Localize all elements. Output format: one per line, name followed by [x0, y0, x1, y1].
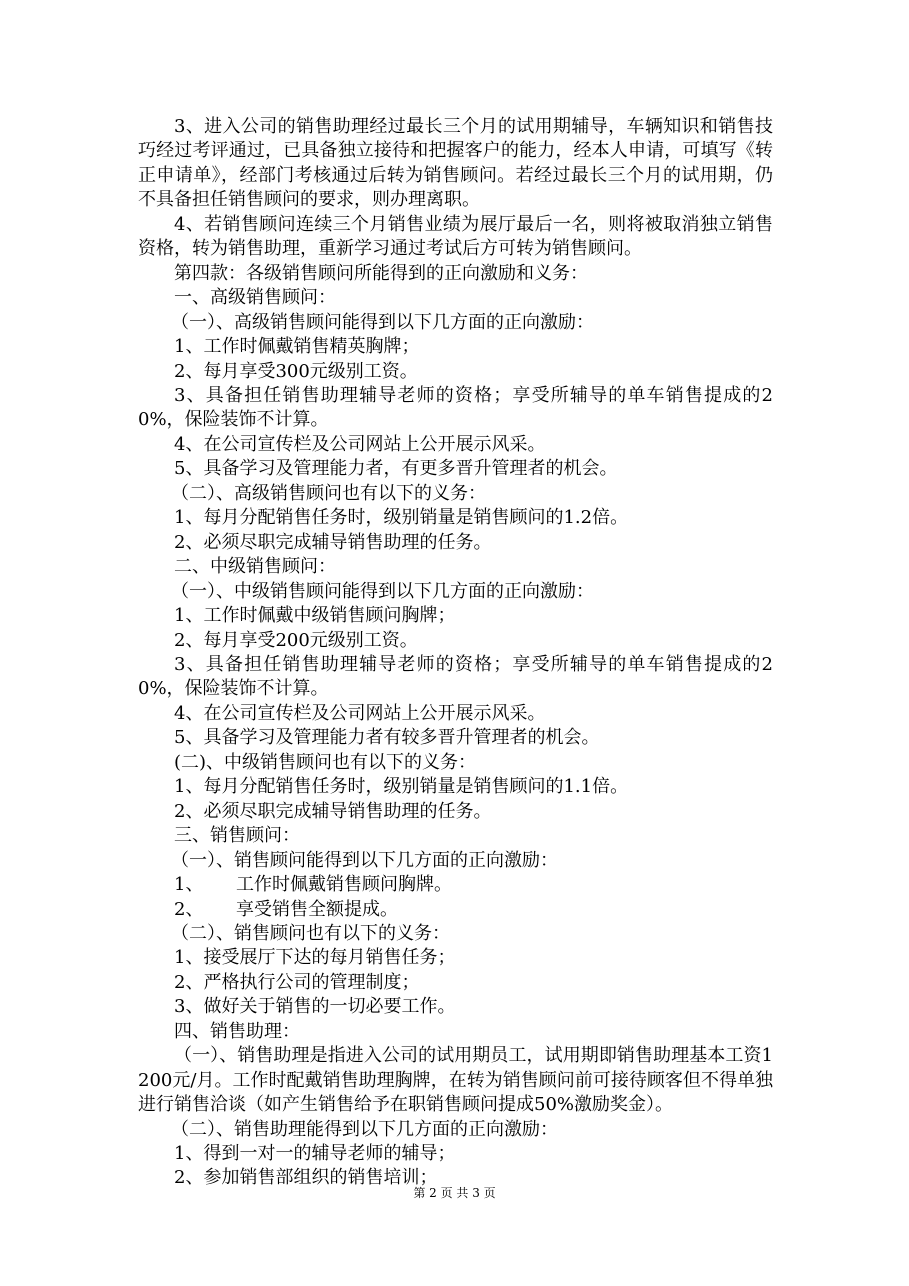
list-item: 2、必须尽职完成辅导销售助理的任务。 [174, 800, 492, 822]
paragraph: 4、若销售顾问连续三个月销售业绩为展厅最后一名，则将被取消独立销售资格，转为销售助理，重新学习通过考试后方可转为销售顾问。 [138, 213, 773, 260]
list-item: 2、必须尽职完成辅导销售助理的任务。 [174, 531, 492, 553]
list-item: 3、具备担任销售助理辅导老师的资格；享受所辅导的单车销售提成的20%，保险装饰不计算。 [138, 384, 773, 431]
list-item: 4、在公司宣传栏及公司网站上公开展示风采。 [174, 433, 546, 455]
list-item: 2、每月享受200元级别工资。 [174, 629, 418, 651]
list-item: 4、在公司宣传栏及公司网站上公开展示风采。 [174, 702, 546, 724]
section-heading: 二、中级销售顾问： [174, 556, 336, 578]
list-item: 1、工作时佩戴销售精英胸牌； [174, 336, 420, 358]
list-item: 2、严格执行公司的管理制度； [174, 971, 420, 993]
subsection-heading: （二）、高级销售顾问也有以下的义务： [171, 482, 486, 504]
list-item [138, 898, 773, 922]
section-heading: 三、销售顾问： [174, 825, 300, 847]
list-item: 1、每月分配销售任务时，级别销量是销售顾问的1.1倍。 [174, 776, 629, 798]
list-item: 1、接受展厅下达的每月销售任务； [174, 947, 456, 969]
section-heading: 一、高级销售顾问： [174, 287, 336, 309]
list-item: 1、得到一对一的辅导老师的辅导； [174, 1143, 456, 1165]
list-item: 1、每月分配销售任务时，级别销量是销售顾问的1.2倍。 [174, 507, 629, 529]
list-item: 3、具备担任销售助理辅导老师的资格；享受所辅导的单车销售提成的20%，保险装饰不计算。 [138, 653, 773, 700]
list-item: 5、具备学习及管理能力者有较多晋升管理者的机会。 [174, 727, 600, 749]
subsection-heading: （二）、销售顾问也有以下的义务： [171, 922, 450, 944]
subsection-heading: （一）、中级销售顾问能得到以下几方面的正向激励： [171, 580, 594, 602]
list-item: 1、工作时佩戴中级销售顾问胸牌； [174, 605, 456, 627]
subsection-heading: （二）、销售助理能得到以下几方面的正向激励： [171, 1118, 558, 1140]
list-item [138, 873, 773, 897]
list-number: 2、 [174, 898, 204, 920]
list-item: 2、参加销售部组织的销售培训； [174, 1167, 438, 1189]
document-body [138, 115, 773, 1191]
section-heading: 第四款：各级销售顾问所能得到的正向激励和义务： [174, 262, 588, 284]
list-item: 5、具备学习及管理能力者，有更多晋升管理者的机会。 [174, 458, 618, 480]
list-item: 3、做好关于销售的一切必要工作。 [174, 996, 456, 1018]
subsection-heading: （一）、高级销售顾问能得到以下几方面的正向激励： [171, 311, 594, 333]
list-number: 1、 [174, 874, 204, 896]
list-text: 工作时佩戴销售顾问胸牌。 [236, 874, 452, 896]
page-footer: 第 2 页 共 3 页 [413, 1186, 496, 1200]
section-heading: 四、销售助理： [174, 1020, 300, 1042]
subsection-heading: (二)、中级销售顾问也有以下的义务： [174, 751, 477, 773]
paragraph: （一）、销售助理是指进入公司的试用期员工，试用期即销售助理基本工资1200元/月。工作时配戴销售助理胸牌，在转为销售顾问前可接待顾客但不得单独进行销售洽谈（如产生销售给予在职销售顾问提成50%激励奖金）。 [138, 1045, 773, 1116]
subsection-heading: （一）、销售顾问能得到以下几方面的正向激励： [171, 849, 558, 871]
list-text: 享受销售全额提成。 [236, 898, 398, 920]
list-item: 2、每月享受300元级别工资。 [174, 360, 418, 382]
paragraph: 3、进入公司的销售助理经过最长三个月的试用期辅导，车辆知识和销售技巧经过考评通过，已具备独立接待和把握客户的能力，经本人申请，可填写《转正申请单》，经部门考核通过后转为销售顾问。若经过最长三个月的试用期，仍不具备担任销售顾问的要求，则办理离职。 [138, 116, 773, 211]
